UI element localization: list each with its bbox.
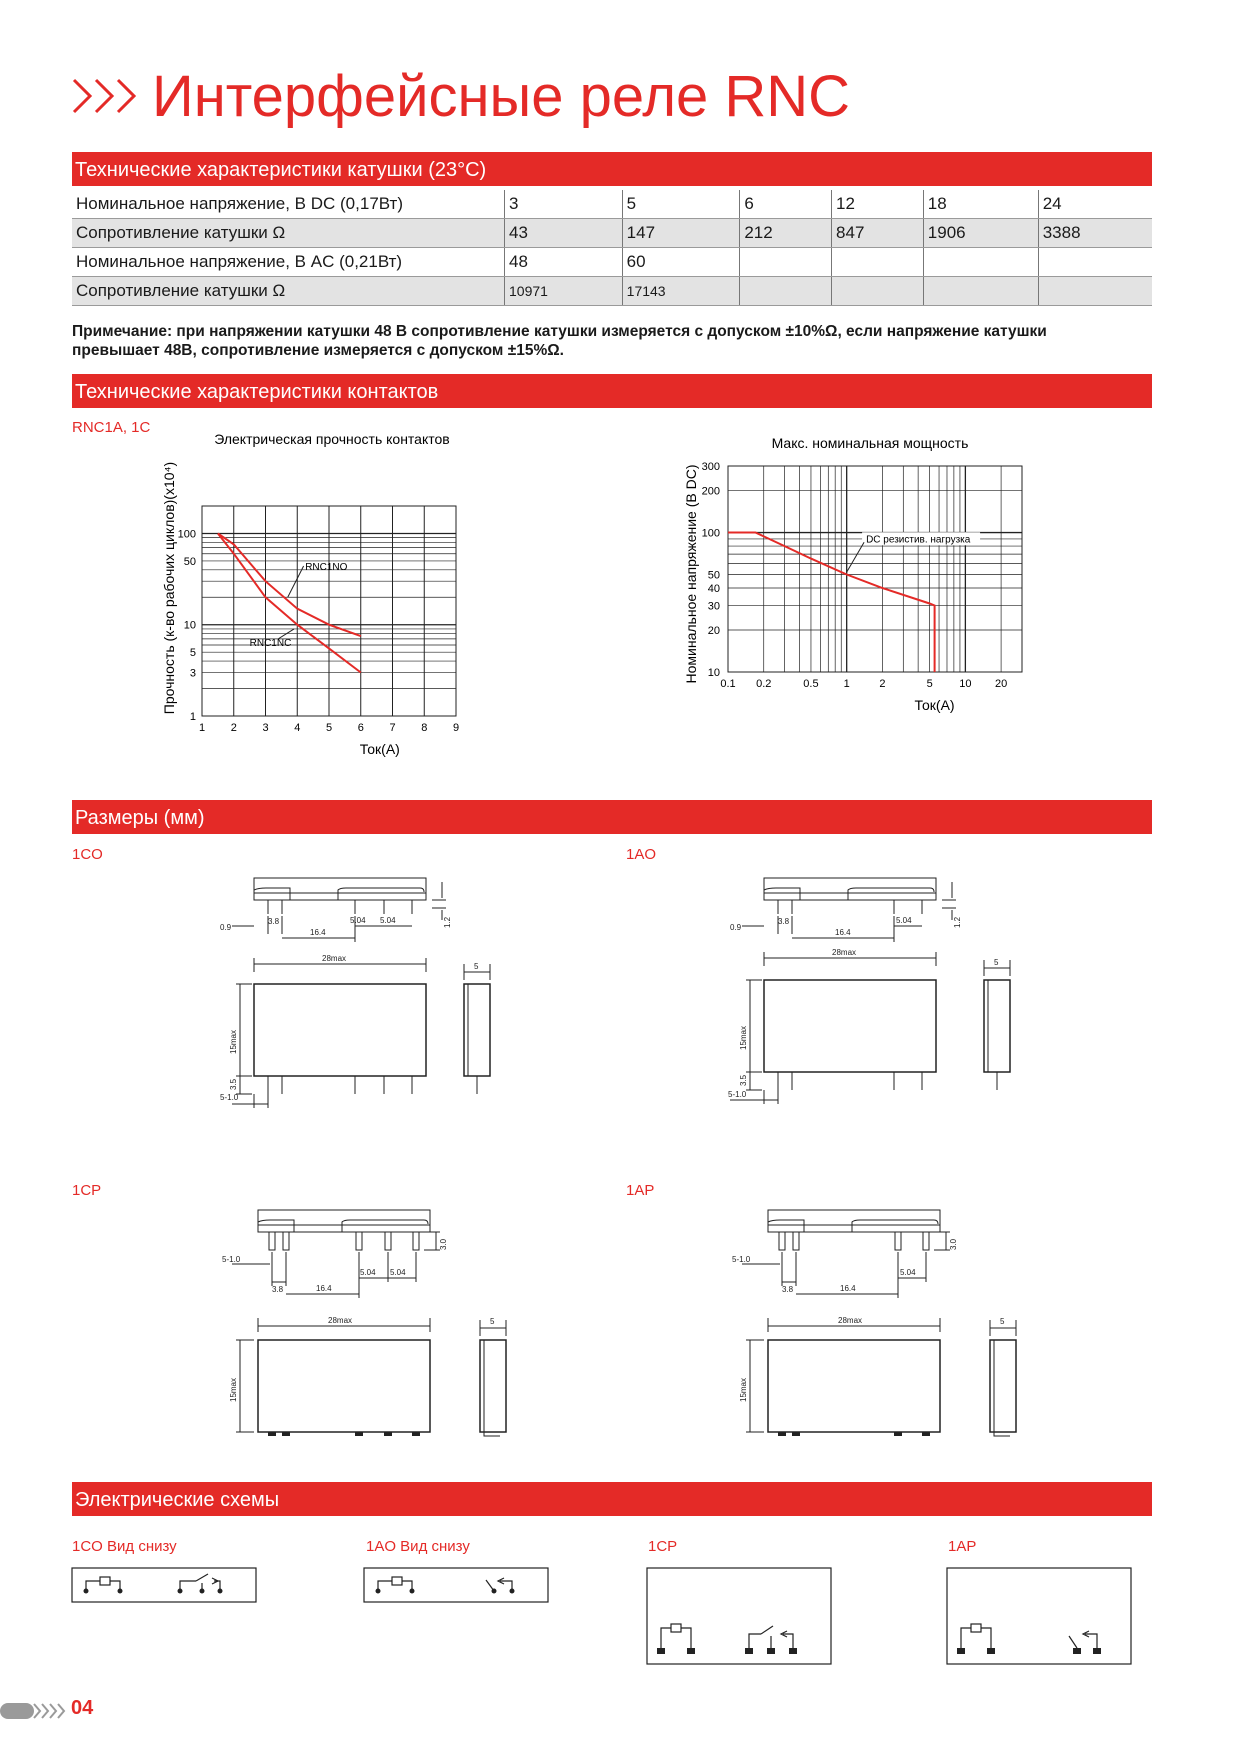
y-tick-label: 3 [189,667,196,680]
cell: 147 [622,219,740,248]
dim-text: 16.4 [310,928,326,937]
dim-label-1ap: 1AP [626,1182,655,1199]
max-power-chart [670,430,1070,760]
dim-text: 5-1.0 [222,1255,241,1264]
endurance-chart [150,430,550,760]
series-label: DC резистив. нагрузка [866,534,971,546]
cell [740,277,832,306]
y-tick-label: 40 [707,583,720,596]
dim-label-1co: 1CO [72,846,103,863]
y-tick-label: 50 [707,569,720,582]
dim-text: 5 [994,958,999,967]
table-row [72,277,1152,306]
annotation-leader [288,566,304,597]
row-label: Номинальное напряжение, В DC (0,17Вт) [72,190,505,219]
x-tick-label: 4 [294,722,301,734]
dim-text: 15max [739,1377,748,1402]
cell [832,277,924,306]
row-label: Номинальное напряжение, В AC (0,21Вт) [72,248,505,277]
x-tick-label: 6 [357,722,364,734]
scheme-label-1ao: 1AO Вид снизу [366,1538,470,1555]
section-coil: Технические характеристики катушки (23°C) [72,152,1152,186]
cell: 24 [1038,190,1152,219]
cell: 10971 [505,277,623,306]
y-tick-label: 100 [701,527,720,540]
coil-note: Примечание: при напряжении катушки 48 В сопротивление катушки измеряется с допуском ±10%Ω, если напряжение катушки превышает 48В, сопротивление измеряется с допуском ±15%Ω. [72,323,1047,359]
dim-text: 0.9 [220,923,232,932]
dim-text: 15max [739,1025,748,1050]
dim-text: 3.0 [439,1238,448,1250]
dim-text: 28max [832,948,857,957]
dim-text: 1.2 [953,916,962,928]
row-label: Сопротивление катушки Ω [72,219,505,248]
dim-text: 3.5 [229,1078,238,1090]
dim-text: 16.4 [835,928,851,937]
chart-frame [728,466,1022,672]
dimension-drawing-1ap [720,1200,1050,1470]
cell: 60 [622,248,740,277]
scheme-1ap [945,1566,1135,1670]
dim-text: 5-1.0 [220,1093,239,1102]
dim-label-1cp: 1CP [72,1182,102,1199]
dim-text: 1.2 [443,916,452,928]
dim-text: 28max [838,1316,863,1325]
cell: 18 [923,190,1038,219]
scheme-1ao [362,1566,552,1606]
chart-title: Макс. номинальная мощность [771,435,969,451]
dim-text: 3.0 [949,1238,958,1250]
x-tick-label: 8 [421,722,428,734]
x-tick-label: 20 [994,678,1008,690]
dim-text: 15max [229,1377,238,1402]
cell [1038,248,1152,277]
dim-text: 5.04 [390,1268,406,1277]
table-row [72,219,1152,248]
table-row [72,190,1152,219]
y-tick-label: 20 [707,625,720,638]
dim-text: 3.8 [778,917,790,926]
dim-text: 5-1.0 [732,1255,751,1264]
y-tick-label: 10 [707,667,720,679]
y-axis-label: Номинальное напряжение (В DC) [683,464,699,684]
cell [923,248,1038,277]
y-tick-label: 30 [707,600,720,613]
dim-text: 3.8 [782,1285,794,1294]
cell: 6 [740,190,832,219]
x-tick-label: 3 [262,722,269,734]
dim-text: 28max [328,1316,353,1325]
footer-decoration-icon [0,1698,70,1724]
cell: 3 [505,190,623,219]
cell: 847 [832,219,924,248]
y-tick-label: 50 [183,555,196,568]
dim-text: 28max [322,954,347,963]
dim-text: 5.04 [380,916,396,925]
x-tick-label: 1 [198,722,206,734]
cell: 48 [505,248,623,277]
section-dimensions: Размеры (мм) [72,800,1152,834]
coil-table [72,190,1152,306]
dim-text: 3.8 [268,917,280,926]
series-label: RNC1NC [249,637,292,649]
series-line-rnc1no [218,534,361,637]
y-tick-label: 200 [701,485,720,498]
cell: 5 [622,190,740,219]
x-tick-label: 5 [926,678,933,690]
dimension-drawing-1co [210,868,540,1168]
dim-text: 5.04 [360,1268,376,1277]
table-row [72,248,1152,277]
dim-label-1ao: 1AO [626,846,657,863]
cell [832,248,924,277]
cell: 3388 [1038,219,1152,248]
dim-text: 5.04 [350,916,366,925]
cell: 212 [740,219,832,248]
section-schemes: Электрические схемы [72,1482,1152,1516]
dim-text: 3.5 [739,1074,748,1086]
scheme-label-1co: 1CO Вид снизу [72,1538,177,1555]
x-tick-label: 7 [389,722,396,734]
x-tick-label: 0.5 [803,678,819,690]
y-tick-label: 300 [701,461,720,473]
x-tick-label: 2 [230,722,237,734]
page-number: 04 [71,1697,94,1719]
cell [1038,277,1152,306]
x-tick-label: 1 [843,678,850,690]
x-tick-label: 5 [325,722,333,734]
chart-plot-area [161,462,459,757]
x-axis-label: Ток(A) [359,741,400,757]
dim-text: 5 [474,962,479,971]
dim-text: 3.8 [272,1285,284,1294]
contacts-model: RNC1A, 1C [72,419,151,436]
page-title-text: Интерфейсные реле RNC [152,64,851,129]
dim-text: 5 [1000,1317,1005,1326]
cell: 12 [832,190,924,219]
y-tick-label: 100 [177,528,196,541]
x-tick-label: 0.2 [756,678,772,690]
scheme-1co [70,1566,260,1606]
dim-text: 5 [490,1317,495,1326]
x-tick-label: 9 [452,722,460,734]
cell: 1906 [923,219,1038,248]
x-tick-label: 10 [959,678,972,690]
cell: 43 [505,219,623,248]
chevrons-icon [72,76,140,116]
scheme-label-1ap: 1AP [948,1538,977,1555]
section-contacts: Технические характеристики контактов [72,374,1152,408]
row-label: Сопротивление катушки Ω [72,277,505,306]
dimension-drawing-1cp [210,1200,540,1470]
dim-text: 5.04 [900,1268,916,1277]
y-tick-label: 10 [183,619,196,632]
cell [923,277,1038,306]
dim-text: 0.9 [730,923,742,932]
dim-text: 5-1.0 [728,1090,747,1099]
chart-title: Электрическая прочность контактов [214,431,450,447]
dim-text: 15max [229,1029,238,1054]
dim-text: 16.4 [840,1284,856,1293]
y-axis-label: Прочность (к-во рабочих циклов)(x10⁴) [161,461,177,715]
y-tick-label: 1 [189,711,196,723]
dim-text: 5.04 [896,916,912,925]
y-tick-label: 5 [189,647,196,660]
dim-text: 16.4 [316,1284,332,1293]
dimension-drawing-1ao [720,868,1040,1168]
series-label: RNC1NO [305,562,348,574]
scheme-1cp [645,1566,835,1670]
chart-plot-area [683,461,1022,713]
cell: 17143 [622,277,740,306]
cell [740,248,832,277]
x-axis-label: Ток(A) [914,697,955,713]
scheme-label-1cp: 1CP [648,1538,678,1555]
annotation-leader [847,542,864,572]
x-tick-label: 0.1 [720,678,736,690]
x-tick-label: 2 [879,678,886,690]
